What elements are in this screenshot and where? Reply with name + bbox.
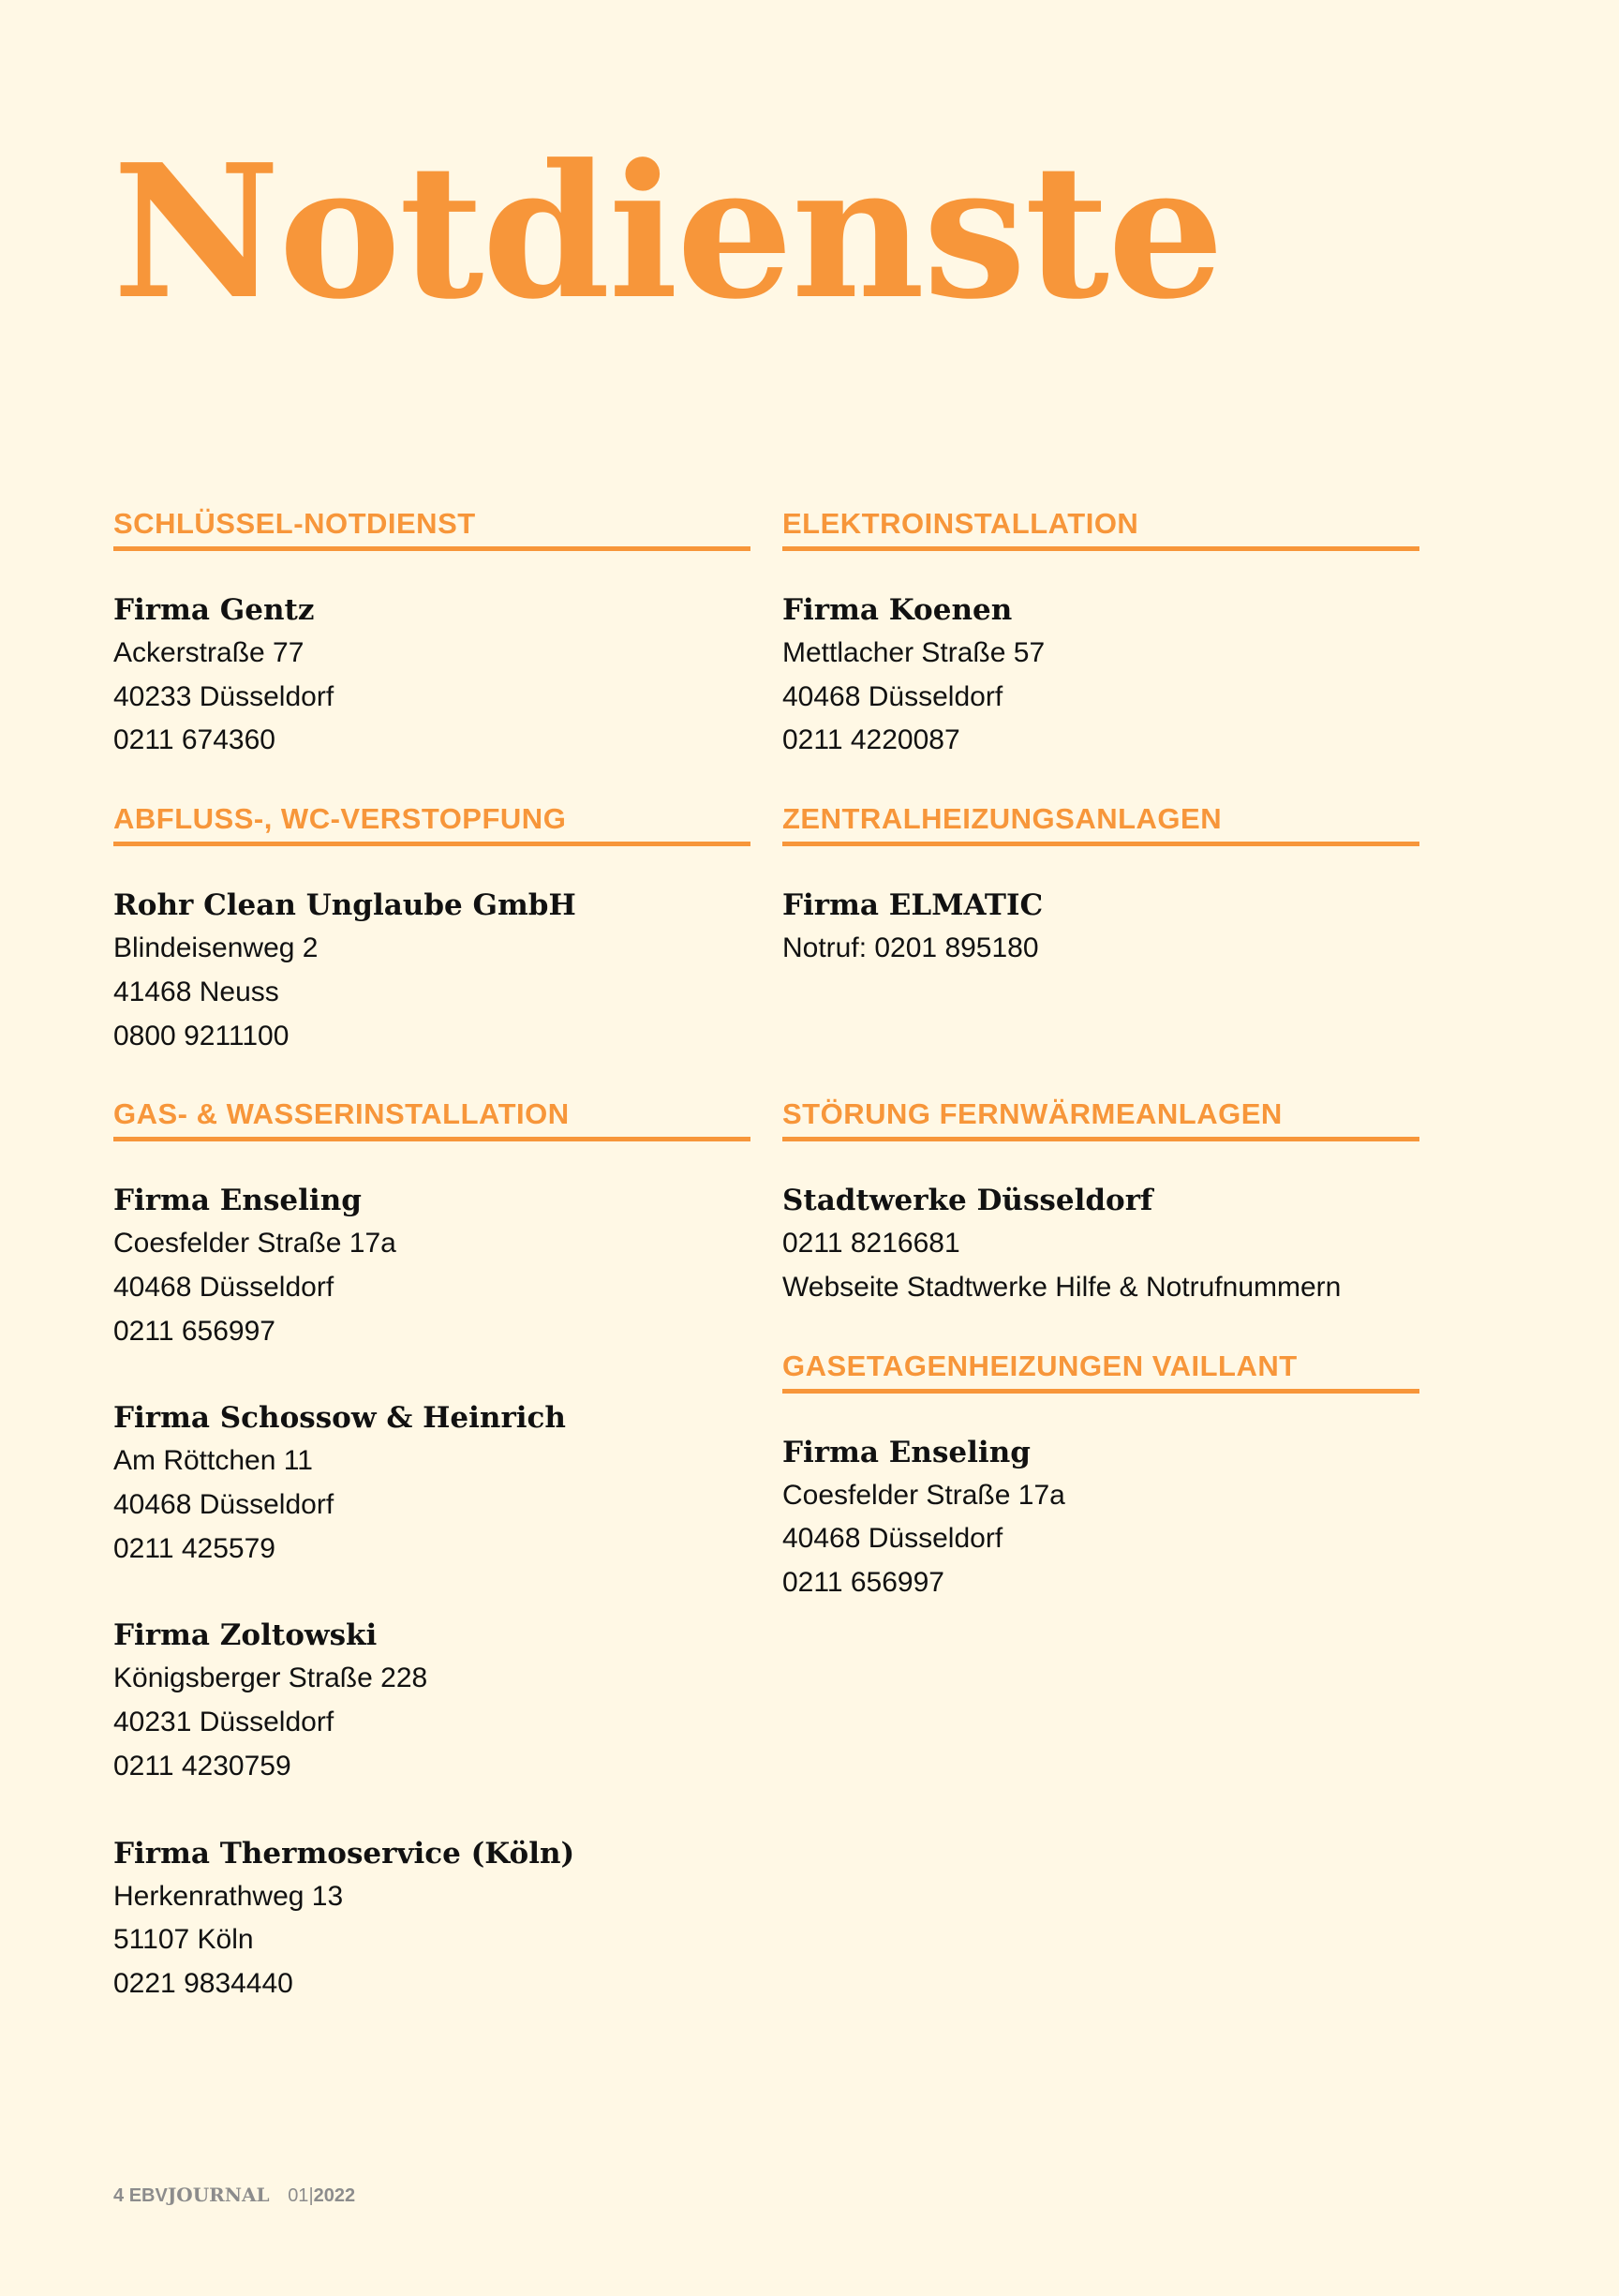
contact-line: 51107 Köln (113, 1924, 254, 1956)
contact-entry (113, 1614, 750, 1788)
contact-entry (782, 884, 1419, 1058)
section-body (782, 551, 1419, 763)
section-body (782, 1141, 1419, 1309)
section-body (113, 1141, 750, 2005)
contact-entry (113, 1179, 750, 1353)
contact-line: Coesfelder Straße 17a (782, 1479, 1065, 1511)
contact-line: 0211 674360 (113, 724, 275, 756)
contact-line: Mettlacher Straße 57 (782, 637, 1046, 668)
contact-line: 40468 Düsseldorf (782, 680, 1003, 712)
contact-line: Blindeisenweg 2 (113, 932, 319, 964)
contact-line (782, 971, 1419, 1015)
contact-name: Firma Gentz (113, 593, 315, 627)
contact-line: 0211 656997 (113, 1315, 275, 1347)
contact-line: Webseite Stadtwerke Hilfe & Notrufnummern (782, 1271, 1342, 1303)
section-abfluss-wc-verstopfung (113, 797, 750, 1058)
contact-entry (113, 589, 750, 763)
contact-name: Firma Schossow & Heinrich (113, 1401, 566, 1436)
contact-line: 41468 Neuss (113, 976, 279, 1007)
contact-entry (782, 1179, 1419, 1309)
contact-line: Königsberger Straße 228 (113, 1662, 428, 1694)
contact-line: 0211 4220087 (782, 724, 960, 756)
contact-entry (782, 589, 1419, 763)
right-column (782, 501, 1419, 1605)
footer-issue-number: 01 (288, 2185, 309, 2206)
section-heading: SCHLÜSSEL-NOTDIENST (113, 501, 750, 551)
section-body (113, 551, 750, 763)
contact-entry (113, 1832, 750, 2006)
contact-line: 0211 4230759 (113, 1750, 291, 1782)
contact-line: 0800 9211100 (113, 1020, 290, 1051)
footer-journal: JOURNAL (167, 2184, 270, 2206)
section-heading: GASETAGENHEIZUNGEN VAILLANT (782, 1344, 1419, 1394)
contact-name: Firma Koenen (782, 593, 1013, 627)
section-body (782, 1394, 1419, 1605)
section-heading: GAS- & WASSERINSTALLATION (113, 1092, 750, 1141)
contact-line: 40233 Düsseldorf (113, 680, 334, 712)
contact-name: Firma Enseling (782, 1435, 1031, 1469)
section-heading: ZENTRALHEIZUNGSANLAGEN (782, 797, 1419, 846)
contact-line: Herkenrathweg 13 (113, 1880, 344, 1912)
contact-line: 40468 Düsseldorf (782, 1523, 1003, 1555)
contact-line: Coesfelder Straße 17a (113, 1228, 396, 1260)
contact-line: 40468 Düsseldorf (113, 1489, 334, 1521)
section-elektroinstallation (782, 501, 1419, 763)
contact-line: Am Röttchen 11 (113, 1445, 313, 1477)
section-heading: ELEKTROINSTALLATION (782, 501, 1419, 551)
contact-entry (113, 884, 750, 1058)
section-heading: STÖRUNG FERNWÄRMEANLAGEN (782, 1092, 1419, 1141)
section-schlussel-notdienst (113, 501, 750, 763)
section-zentralheizungsanlagen (782, 797, 1419, 1058)
contact-line: 0221 9834440 (113, 1967, 293, 1999)
page-number: 4 (113, 2185, 125, 2206)
contact-line: Notruf: 0201 895180 (782, 932, 1039, 964)
contact-entry (113, 1396, 750, 1571)
left-column (113, 501, 750, 2006)
contact-name: Firma Zoltowski (113, 1618, 378, 1653)
contact-line (782, 1015, 1419, 1059)
contact-name: Firma Enseling (113, 1184, 362, 1218)
section-heading: ABFLUSS-, WC-VERSTOPFUNG (113, 797, 750, 846)
contact-line: Ackerstraße 77 (113, 637, 304, 668)
footer-brand: EBV (128, 2185, 168, 2206)
section-body (782, 846, 1419, 1058)
section-body (113, 846, 750, 1058)
contact-name: Rohr Clean Unglaube GmbH (113, 888, 576, 923)
page-footer (113, 2184, 355, 2207)
section-gasetagenheizungen-vaillant (782, 1344, 1419, 1605)
contact-entry (782, 1431, 1419, 1605)
contact-name: Firma ELMATIC (782, 888, 1044, 923)
contact-line: 0211 8216681 (782, 1228, 960, 1260)
section-gas-wasserinstallation (113, 1092, 750, 2005)
section-storung-fernwarmeanlagen (782, 1092, 1419, 1309)
contact-name: Firma Thermoservice (Köln) (113, 1836, 575, 1871)
contact-name: Stadtwerke Düsseldorf (782, 1184, 1153, 1218)
footer-issue (288, 2185, 355, 2206)
contact-line: 0211 425579 (113, 1532, 275, 1564)
footer-separator: | (308, 2185, 314, 2206)
contact-line: 0211 656997 (782, 1567, 944, 1599)
contact-line: 40231 Düsseldorf (113, 1707, 334, 1738)
contact-line: 40468 Düsseldorf (113, 1271, 334, 1303)
page-title: Notdienste (112, 125, 1223, 340)
footer-year: 2022 (313, 2185, 356, 2206)
